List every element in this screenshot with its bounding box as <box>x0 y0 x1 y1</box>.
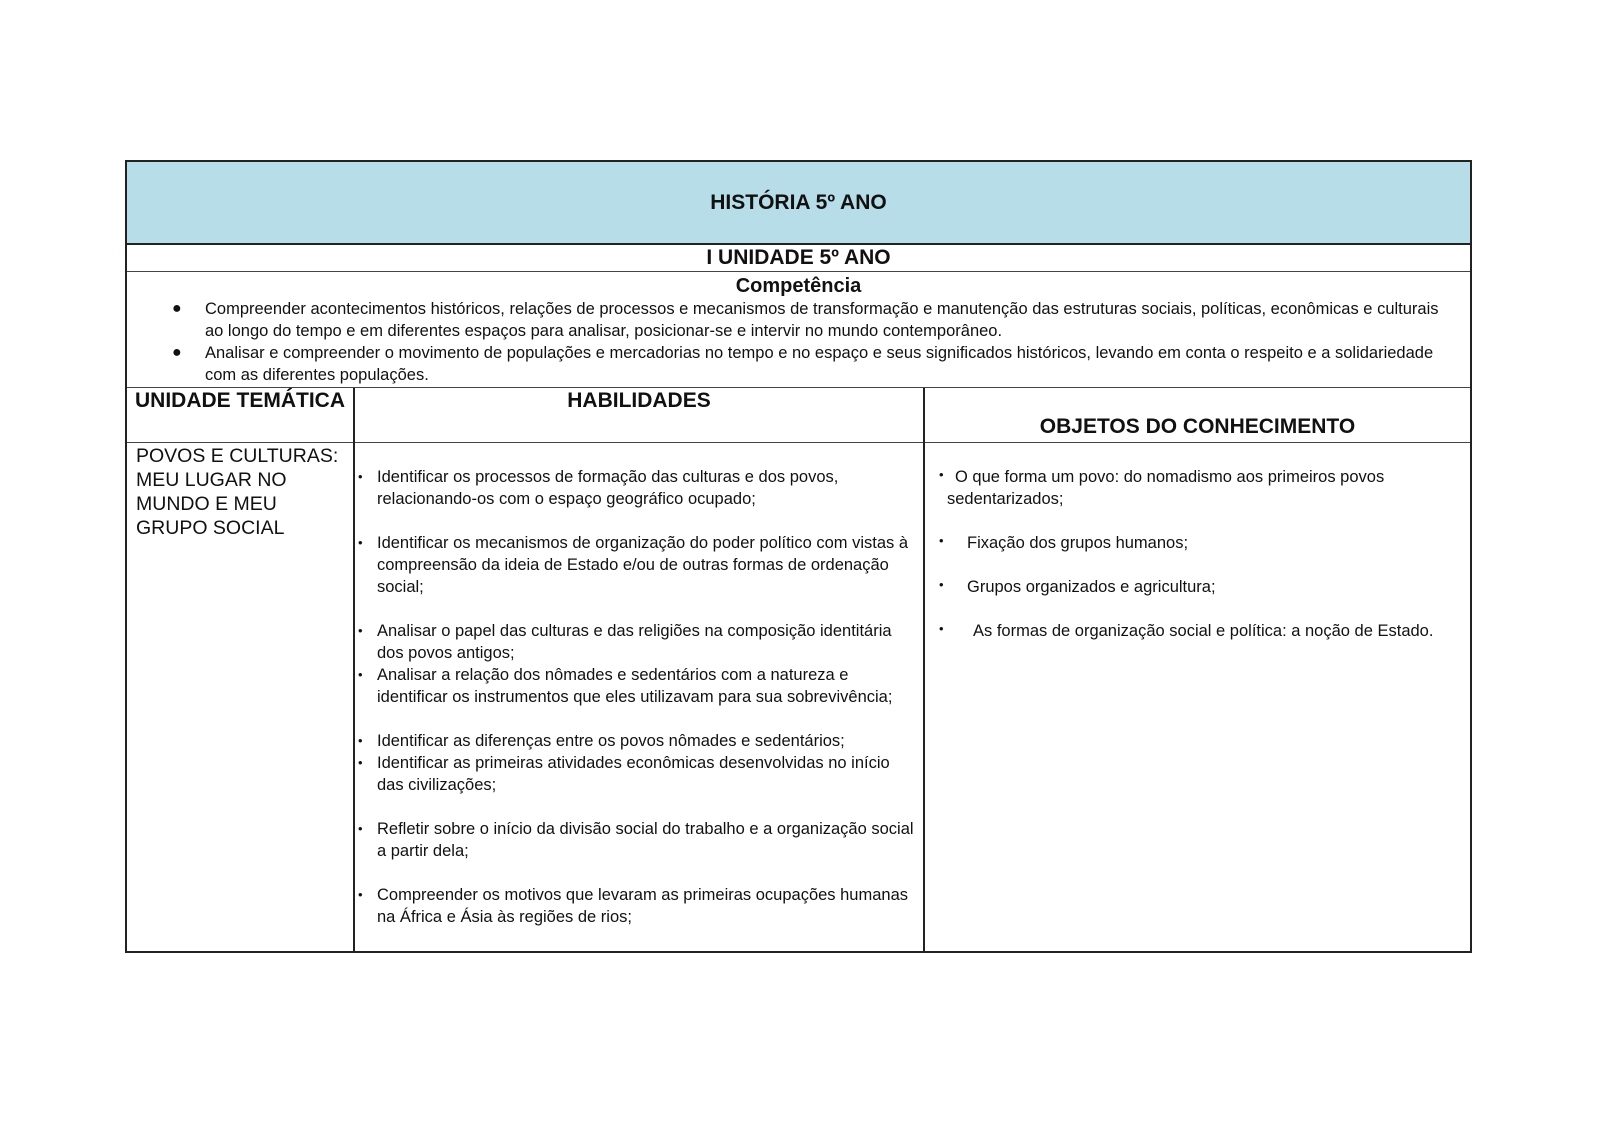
bullet-icon: ● <box>172 344 182 361</box>
curriculum-table <box>125 160 1472 953</box>
header-habilidades: HABILIDADES <box>355 388 923 443</box>
competencia-heading: Competência <box>735 275 862 297</box>
habilidade-item: • Identificar as primeiras atividades econômicas desenvolvidas no início das civilizações; <box>358 754 890 794</box>
habilidade-item: • Identificar os processos de formação das culturas e dos povos, relacionando-os com o espaço geográfico ocupado; <box>358 468 839 508</box>
bullet-icon: • <box>358 667 363 682</box>
header-unidade-tematica: UNIDADE TEMÁTICA <box>127 388 353 443</box>
bullet-icon: • <box>358 623 363 638</box>
bullet-icon: ● <box>172 300 182 317</box>
header-objetos: OBJETOS DO CONHECIMENTO <box>925 388 1470 443</box>
bullet-icon: • <box>358 469 363 484</box>
competencia-item: ● Compreender acontecimentos históricos, relações de processos e mecanismos de transformação e manutenção das estruturas sociais, políticas, econômicas e culturais ao longo do tempo e em diferentes espaços para analisar, posicionar-se e intervir no mundo contemporâneo. <box>172 300 1439 340</box>
bullet-icon: • <box>358 821 363 836</box>
bullet-icon: • <box>939 467 944 482</box>
habilidade-item: • Identificar as diferenças entre os povos nômades e sedentários; <box>358 732 845 750</box>
unit-heading: I UNIDADE 5º ANO <box>127 245 1470 272</box>
competencia-item: ● Analisar e compreender o movimento de populações e mercadorias no tempo e no espaço e seus significados históricos, levando em conta o respeito e a solidariedade com as diferentes populações. <box>172 344 1434 384</box>
habilidade-item: • Refletir sobre o início da divisão social do trabalho e a organização social a partir dela; <box>358 820 914 860</box>
bullet-icon: • <box>939 533 944 548</box>
unidade-tematica-cell: POVOS E CULTURAS: MEU LUGAR NO MUNDO E MEU GRUPO SOCIAL <box>136 445 339 539</box>
habilidade-item: • Identificar os mecanismos de organização do poder político com vistas à compreensão da ideia de Estado e/ou de outras formas de ordenação social; <box>358 534 909 596</box>
competencia-list <box>127 298 1470 386</box>
bullet-icon: • <box>358 535 363 550</box>
bullet-icon: • <box>939 621 944 636</box>
bullet-icon: • <box>358 887 363 902</box>
bullet-icon: • <box>939 577 944 592</box>
habilidade-item: • Analisar a relação dos nômades e sedentários com a natureza e identificar os instrumentos que eles utilizavam para sua sobrevivência; <box>358 666 893 706</box>
habilidade-item: • Analisar o papel das culturas e das religiões na composição identitária dos povos antigos; <box>358 622 892 662</box>
habilidade-item: • Compreender os motivos que levaram as primeiras ocupações humanas na África e Ásia às regiões de rios; <box>358 886 909 926</box>
column-divider <box>923 388 925 951</box>
bullet-icon: • <box>358 733 363 748</box>
bullet-icon: • <box>358 755 363 770</box>
objeto-item: • As formas de organização social e política: a noção de Estado. <box>927 620 1447 642</box>
objeto-item: • Grupos organizados e agricultura; <box>927 576 1447 598</box>
habilidades-cell <box>355 466 920 928</box>
objeto-item: • O que forma um povo: do nomadismo aos primeiros povos sedentarizados; <box>927 466 1447 510</box>
objeto-item: • Fixação dos grupos humanos; <box>927 532 1447 554</box>
objetos-cell <box>927 466 1447 642</box>
competencia-section <box>127 272 1470 388</box>
table-title: HISTÓRIA 5º ANO <box>127 162 1470 245</box>
